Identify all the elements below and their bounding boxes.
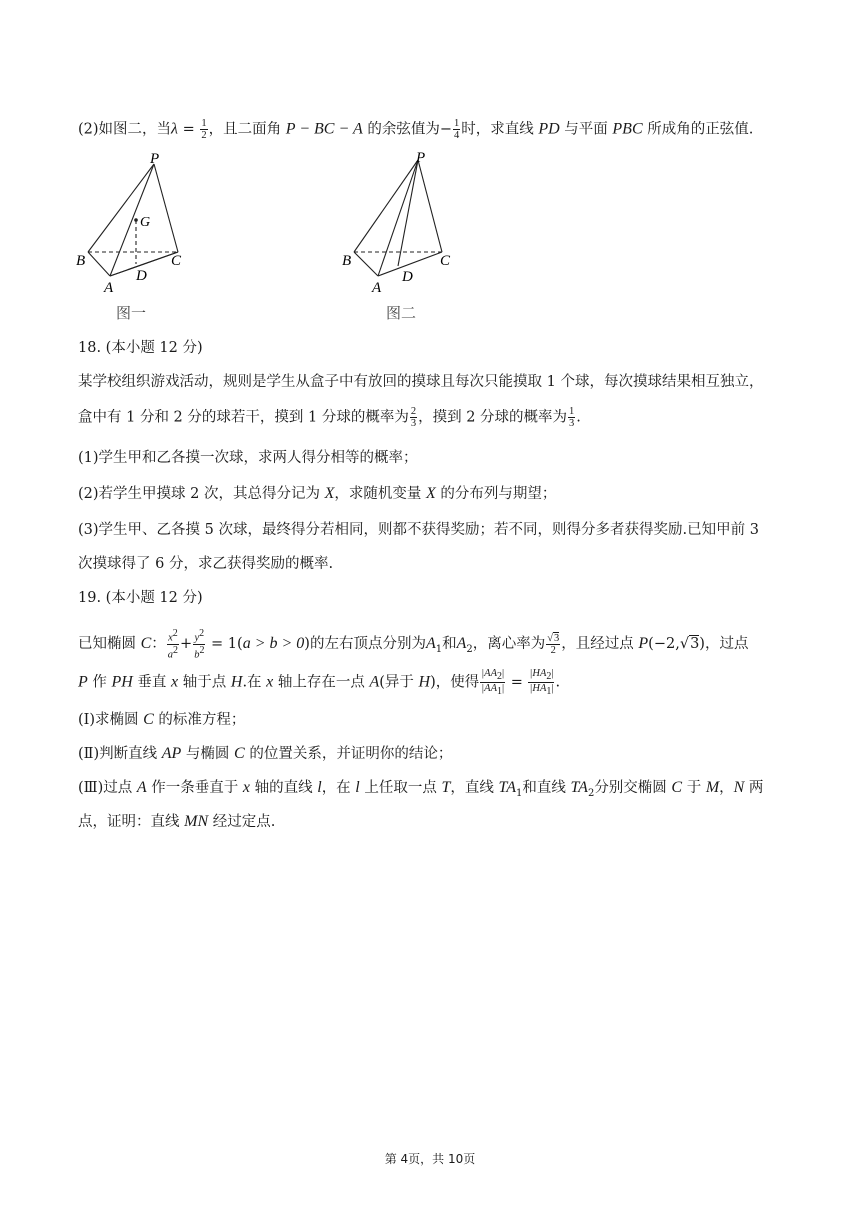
figure-2-caption: 图二 bbox=[386, 306, 417, 322]
fraction: $\frac{1}{3}$ bbox=[569, 406, 575, 429]
label-C: C bbox=[171, 253, 182, 269]
q18-part3-line2: 次摸球得了 6 分，求乙获得奖励的概率. bbox=[78, 556, 334, 572]
q19-line2: P 作 PH 垂直 x 轴于点 H.在 x 轴上存在一点 A(异于 H)，使得 $\frac{|AA_2|}{|AA_1|}$ = $\frac{|HA_2|}{|HA_1|}$ . bbox=[78, 668, 561, 698]
label-A: A bbox=[104, 280, 114, 296]
fraction: $\frac{|AA_2|}{|AA_1|}$ bbox=[481, 668, 505, 698]
pyramid-diagram-1 bbox=[70, 148, 210, 328]
q18-part3-line1: (3)学生甲、乙各摸 5 次球，最终得分若相同，则都不获得奖励；若不同，则得分多者获得奖励.已知甲前 3 bbox=[78, 522, 759, 538]
pyramid-diagram-2 bbox=[336, 148, 476, 328]
q18-header: 18. (本小题 12 分) bbox=[78, 340, 203, 356]
label-C: C bbox=[440, 253, 451, 269]
q18-intro-line1: 某学校组织游戏活动，规则是学生从盒子中有放回的摸球且每次只能摸取 1 个球，每次摸球结果相互独立， bbox=[78, 374, 764, 390]
q18-intro-line2: 盒中有 1 分和 2 分的球若干，摸到 1 分球的概率为 $\frac{2}{3}$ ，摸到 2 分球的概率为 $\frac{1}{3}$ . bbox=[78, 406, 581, 429]
q19-part3-line2: 点，证明：直线 MN 经过定点. bbox=[78, 813, 276, 830]
q19-part2: (Ⅱ)判断直线 AP 与椭圆 C 的位置关系，并证明你的结论； bbox=[78, 745, 453, 762]
q19-part3-line1: (Ⅲ)过点 A 作一条垂直于 x 轴的直线 l，在 l 上任取一点 T，直线 $TA_1$和直线 $TA_2$分别交椭圆 C 于 M，N 两 bbox=[78, 779, 764, 799]
page-footer: 第 4页，共 10页 bbox=[384, 1152, 476, 1166]
fraction: $\frac{1}{2}$ bbox=[201, 118, 207, 141]
q17-part2: (2)如图二，当λ = $\frac{1}{2}$ ，且二面角 P − BC − A 的余弦值为− $\frac{1}{4}$ 时，求直线 PD 与平面 PBC 所成角的正弦值. bbox=[78, 118, 754, 141]
fraction: $\frac{x^2}{a^2}$ bbox=[167, 628, 179, 660]
label-P: P bbox=[150, 151, 160, 167]
q19-header: 19. (本小题 12 分) bbox=[78, 590, 203, 606]
label-D: D bbox=[402, 269, 413, 285]
label-A: A bbox=[372, 280, 382, 296]
q18-part1: (1)学生甲和乙各摸一次球，求两人得分相等的概率； bbox=[78, 450, 418, 466]
figure-2 bbox=[336, 148, 476, 328]
label-D: D bbox=[136, 268, 147, 284]
label-G: G bbox=[140, 215, 151, 230]
label-P: P bbox=[416, 150, 426, 166]
figure-1 bbox=[70, 148, 210, 328]
figure-1-caption: 图一 bbox=[116, 306, 147, 322]
label-B: B bbox=[76, 253, 86, 269]
q19-part1: (Ⅰ)求椭圆 C 的标准方程； bbox=[78, 711, 246, 728]
fraction: $\frac{1}{4}$ bbox=[454, 118, 460, 141]
fraction: $\frac{2}{3}$ bbox=[410, 406, 417, 429]
label-B: B bbox=[342, 253, 352, 269]
fraction: $\frac{y^2}{b^2}$ bbox=[194, 628, 205, 660]
fraction: $\frac{|HA_2|}{|HA_1|}$ bbox=[529, 668, 554, 698]
q18-part2: (2)若学生甲摸球 2 次，其总得分记为 X，求随机变量 X 的分布列与期望； bbox=[78, 485, 557, 502]
q19-line1: 已知椭圆 C： $\frac{x^2}{a^2}$ + $\frac{y^2}{b^2}$ = 1(a > b > 0)的左右顶点分别为$A_1$和$A_2$，离心率为 $\frac{√3}{2}$ ，且经过点 P(−2,√3)，过点 bbox=[78, 628, 749, 660]
fraction: $\frac{√3}{2}$ bbox=[547, 632, 560, 656]
